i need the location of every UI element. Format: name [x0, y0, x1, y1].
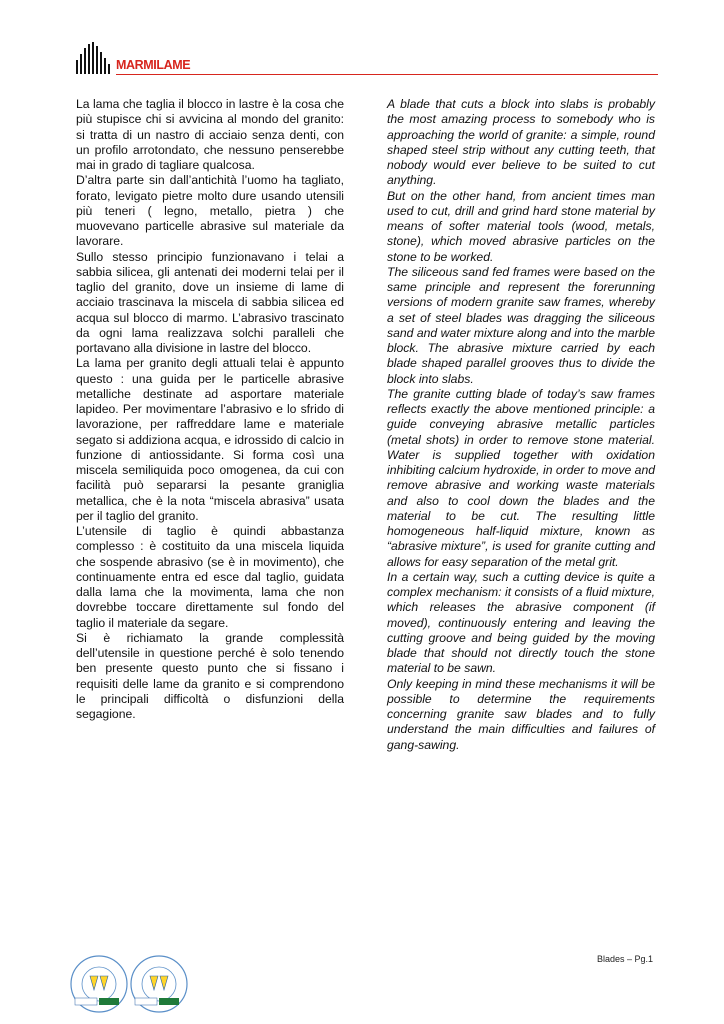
italian-paragraph: D’altra parte sin dall’antichità l’uomo ha tagliato, forato, levigato pietre molto dure usando utensili più teneri ( legno, metallo, pietra ) che muovevano particelle abrasive sul materiale da lavorare. — [76, 173, 344, 249]
english-paragraph: The siliceous sand fed frames were based on the same principle and represent the forerunning versions of modern granite saw frames, whereby a set of steel blades was dragging the siliceous sand and water mixture along and into the marble block. The abrasive mixture carried by each blade shaped parallel grooves thus to divide the block into slabs. — [387, 264, 655, 386]
environmental-certification-seal-icon — [129, 954, 189, 1014]
page-header — [75, 40, 658, 80]
page-number: Blades – Pg.1 — [596, 954, 653, 964]
header-divider — [116, 74, 658, 75]
english-paragraph: A blade that cuts a block into slabs is probably the most amazing process to somebody who is approaching the world of granite: a simple, round shaped steel strip without any cutting teeth, that nobody would ever believe to be suited to cut anything. — [387, 97, 655, 188]
italian-column — [76, 97, 344, 722]
english-paragraph: The granite cutting blade of today’s saw frames reflects exactly the above mentioned principle: a guide conveying abrasive metallic particles (metal shots) in order to remove stone material. Water is supplied together with oxidation inhibiting calcium hydroxide, in order to move and remove abrasive and working waste materials and also to cool down the blades and the material to be cut. The resulting little homogeneous half-liquid mixture, known as “abrasive mixture”, is used for granite cutting and allows for easy separation of the metal grit. — [387, 386, 655, 569]
english-paragraph: Only keeping in mind these mechanisms it will be possible to determine the requirements concerning granite saw blades and to fully understand the main difficulties and failures of gang-sawing. — [387, 676, 655, 752]
italian-paragraph: Si è richiamato la grande complessità dell’utensile in questione perché è solo tenendo ben presente questo punto che si fissano i requisiti delle lame da granito e si comprendono le principali difficoltà o disfunzioni della segagione. — [76, 630, 344, 721]
brand-name: MARMILAME — [116, 58, 191, 72]
english-paragraph: In a certain way, such a cutting device is quite a complex mechanism: it consists of a fluid mixture, which releases the abrasive component (if moved), continuously entering and leaving the cutting groove and being guided by the moving blade that should not directly touch the stone material to be sawn. — [387, 569, 655, 676]
italian-paragraph: La lama per granito degli attuali telai è appunto questo : una guida per le particelle abrasive metalliche destinate ad asportare materiale lapideo. Per movimentare l’abrasivo e lo sfrido di lavorazione, per raffreddare lame e materiale segato si addiziona acqua, e idrossido di calcio in funzione di antiossidante. Si forma così una miscela semiliquida poco omogenea, da cui con facilità può separarsi la pesante graniglia metallica, che è la nota “miscela abrasiva” usata per il taglio del granito. — [76, 356, 344, 523]
english-paragraph: But on the other hand, from ancient times man used to cut, drill and grind hard stone material by means of softer material tools (wood, metals, stone), which moved abrasive particles on the stone to be worked. — [387, 188, 655, 264]
quality-certification-seal-icon — [69, 954, 129, 1014]
english-column — [387, 97, 655, 753]
italian-paragraph: Sullo stesso principio funzionavano i telai a sabbia silicea, gli antenati dei moderni telai per il taglio del granito, dove un insieme di lame di acciaio trascinava la miscela di sabbia silicea ed acqua sul blocco di marmo. L’abrasivo trascinato da ogni lama realizzava solchi paralleli che portavano alla divisione in lastre del blocco. — [76, 249, 344, 355]
italian-paragraph: L’utensile di taglio è quindi abbastanza complesso : è costituito da una miscela liquida che sospende abrasivo (se è in movimento), che continuamente entra ed esce dal taglio, guidata dalla lama che la movimenta, lama che non dovrebbe toccare direttamente sul fondo del taglio il materiale da segare. — [76, 524, 344, 630]
marmilame-logo-icon — [75, 42, 113, 74]
italian-paragraph: La lama che taglia il blocco in lastre è la cosa che più stupisce chi si avvicina al mondo del granito: si tratta di un nastro di acciaio senza denti, con un profilo arrotondato, che nessuno penserebbe mai in grado di tagliare qualcosa. — [76, 97, 344, 172]
